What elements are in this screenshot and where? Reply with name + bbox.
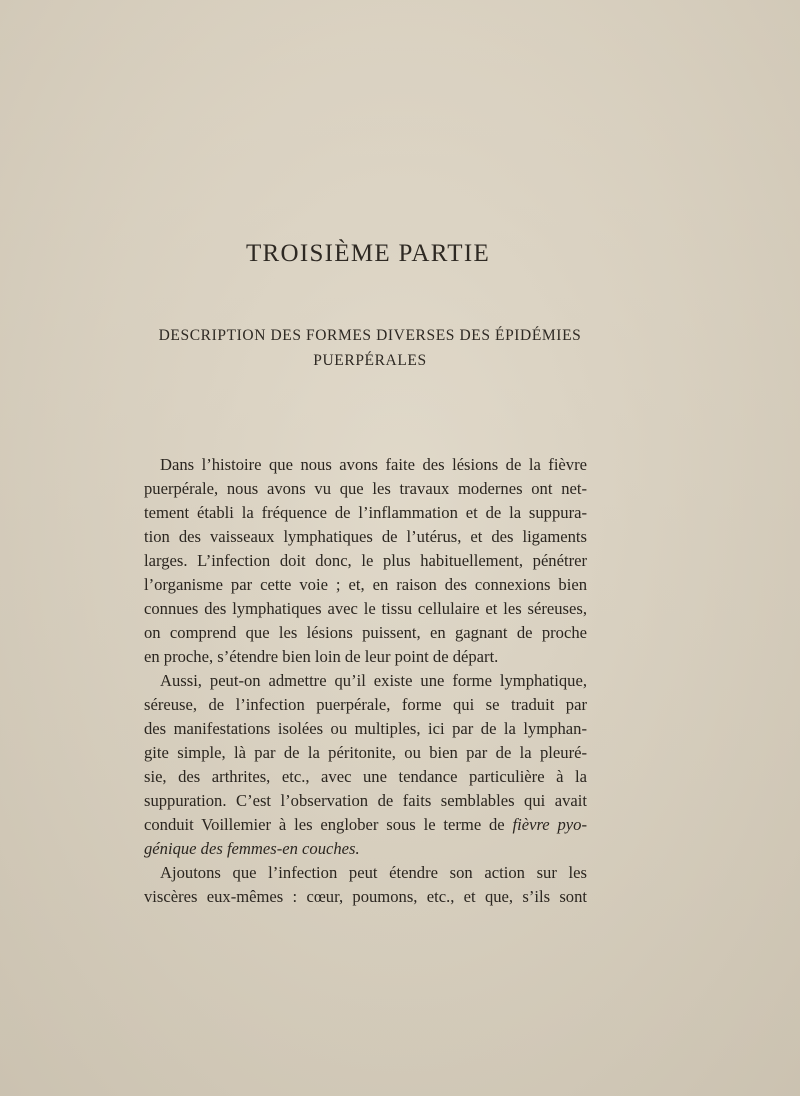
text-line: on comprend que les lésions puissent, en gagnant de proche <box>144 623 587 642</box>
text-line: séreuse, de l’infection puerpérale, forme qui se traduit par <box>144 695 587 714</box>
text-line: sie, des arthrites, etc., avec une tendance particulière à la <box>144 767 587 786</box>
text-line: des manifestations isolées ou multiples, ici par de la lymphan- <box>144 719 587 738</box>
text-line: gite simple, là par de la péritonite, ou bien par de la pleuré- <box>144 743 587 762</box>
text-line: puerpérale, nous avons vu que les travaux modernes ont net- <box>144 479 587 498</box>
text-line: suppuration. C’est l’observation de faits semblables qui avait <box>144 791 587 810</box>
text-line: connues des lymphatiques avec le tissu cellulaire et les séreuses, <box>144 599 587 618</box>
text-line-italic: génique des femmes-en couches. <box>144 839 360 858</box>
text-line: Aussi, peut-on admettre qu’il existe une forme lymphatique, <box>160 671 587 690</box>
text-line: tement établi la fréquence de l’inflammation et de la suppura- <box>144 503 587 522</box>
text-line: en proche, s’étendre bien loin de leur point de départ. <box>144 647 499 666</box>
section-subtitle-line-2: PUERPÉRALES <box>313 352 427 369</box>
italic-term: fièvre pyo- <box>512 815 587 834</box>
text-line: Dans l’histoire que nous avons faite des lésions de la fièvre <box>160 455 587 474</box>
text-segment: conduit Voillemier à les englober sous le terme de <box>144 815 513 834</box>
text-line <box>144 814 587 836</box>
text-line: larges. L’infection doit donc, le plus habituellement, pénétrer <box>144 551 587 570</box>
text-line: tion des vaisseaux lymphatiques de l’utérus, et des ligaments <box>144 527 587 546</box>
section-subtitle-line-1: DESCRIPTION DES FORMES DIVERSES DES ÉPIDÉMIES <box>158 327 582 344</box>
part-title: TROISIÈME PARTIE <box>245 240 491 267</box>
text-line: Ajoutons que l’infection peut étendre son action sur les <box>160 863 587 882</box>
text-line: viscères eux-mêmes : cœur, poumons, etc., et que, s’ils sont <box>144 887 587 906</box>
text-line: l’organisme par cette voie ; et, en raison des connexions bien <box>144 575 587 594</box>
